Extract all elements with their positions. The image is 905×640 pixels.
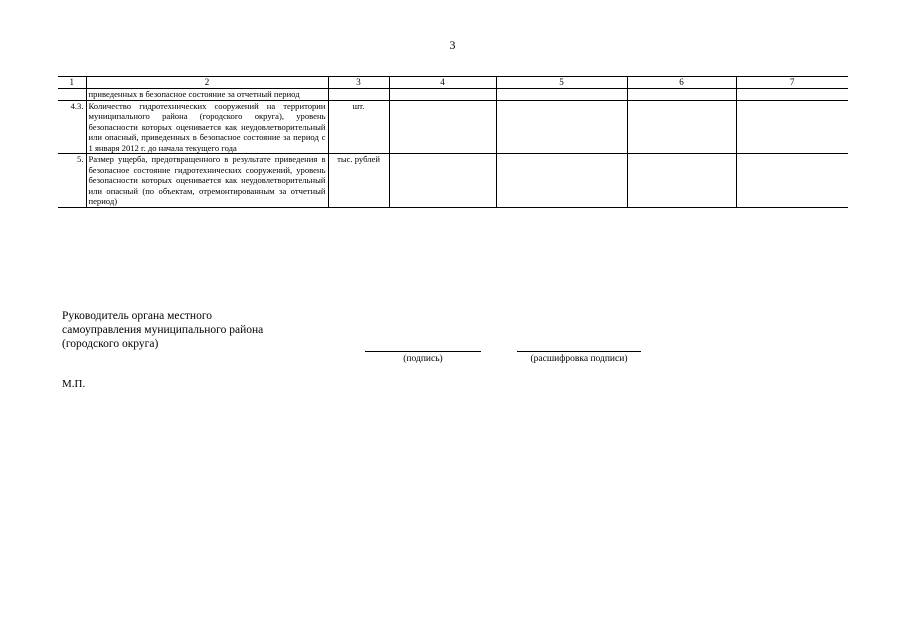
signature-title-line-2: самоуправления муниципального района (62, 324, 264, 336)
empty-cell (389, 154, 496, 208)
table-row (58, 100, 848, 154)
page-number: 3 (449, 38, 456, 52)
row-number (58, 89, 86, 101)
row-number: 5. (58, 154, 86, 208)
row-description: Размер ущерба, предотвращенного в результате приведения в безопасное состояние гидротехнических сооружений, уровень безопасности которых оценивается как неудовлетворительный или опасный (по объектам, отремонтированным за отчетный период) (86, 154, 328, 208)
signature-decode-line (517, 351, 641, 352)
column-header: 1 (58, 77, 86, 89)
row-number: 4.3. (58, 100, 86, 154)
empty-cell (627, 154, 736, 208)
empty-cell (627, 100, 736, 154)
row-description: приведенных в безопасное состояние за отчетный период (86, 89, 328, 101)
stamp-mark: М.П. (62, 378, 86, 390)
table-row (58, 154, 848, 208)
column-header: 6 (627, 77, 736, 89)
empty-cell (496, 154, 627, 208)
signature-caption: (подпись) (403, 354, 443, 364)
table-header-row (58, 77, 848, 89)
empty-cell (496, 100, 627, 154)
column-header: 5 (496, 77, 627, 89)
row-description: Количество гидротехнических сооружений на территории муниципального района (городского округа), уровень безопасности которых оценивается как неудовлетворительный или опасный, приведенных в безопасное состояние за период с 1 января 2012 г. до начала текущего года (86, 100, 328, 154)
empty-cell (736, 100, 848, 154)
column-header: 4 (389, 77, 496, 89)
empty-cell (736, 154, 848, 208)
signature-block (62, 309, 263, 351)
report-table (58, 76, 848, 208)
empty-cell (389, 100, 496, 154)
signature-line (365, 351, 481, 352)
column-header: 2 (86, 77, 328, 89)
column-header: 7 (736, 77, 848, 89)
column-header: 3 (328, 77, 389, 89)
empty-cell (627, 89, 736, 101)
empty-cell (736, 89, 848, 101)
row-unit: тыс. рублей (328, 154, 389, 208)
signature-title-line-1: Руководитель органа местного (62, 310, 212, 322)
empty-cell (496, 89, 627, 101)
row-unit (328, 89, 389, 101)
table-row (58, 89, 848, 101)
signature-title-line-3: (городского округа) (62, 338, 159, 350)
empty-cell (389, 89, 496, 101)
signature-decode-caption: (расшифровка подписи) (530, 354, 628, 364)
row-unit: шт. (328, 100, 389, 154)
